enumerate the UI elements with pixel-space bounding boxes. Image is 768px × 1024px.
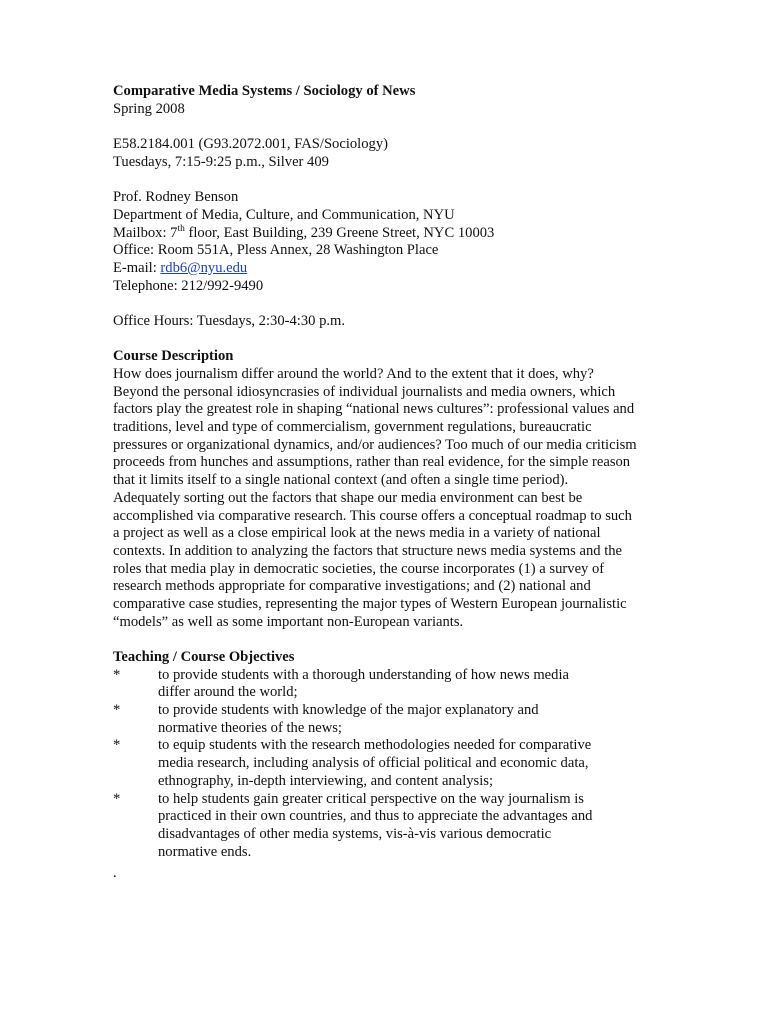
spacer (113, 118, 658, 136)
objective-line: to provide students with a thorough understanding of how news media (158, 666, 569, 683)
mailbox-suffix: floor, East Building, 239 Greene Street, NYC 10003 (184, 224, 495, 241)
spacer (113, 331, 658, 349)
description-line: contexts. In addition to analyzing the factors that structure news media systems and the (113, 542, 623, 559)
objective-item (113, 702, 658, 737)
objective-line: disadvantages of other media systems, vis-à-vis various democratic (158, 825, 552, 842)
email-line (113, 260, 658, 278)
mailbox (113, 225, 658, 243)
description-line: a project as well as a close empirical look at the news media in a variety of national (113, 525, 601, 542)
objective-line: differ around the world; (158, 684, 298, 701)
objective-item (113, 667, 658, 702)
objective-line: to provide students with knowledge of the major explanatory and (158, 702, 539, 719)
objective-line: to help students gain greater critical perspective on the way journalism is (158, 790, 584, 807)
syllabus-page (113, 83, 658, 883)
bullet-marker: * (113, 666, 121, 683)
description-line: accomplished via comparative research. This course offers a conceptual roadmap to such (113, 507, 632, 524)
course-title: Comparative Media Systems / Sociology of News (113, 83, 416, 99)
mailbox-superscript: th (177, 223, 185, 234)
professor-name: Prof. Rodney Benson (113, 189, 239, 206)
description-line: traditions, level and type of commercialism, government regulations, bureaucratic (113, 419, 592, 436)
objective-line: normative theories of the news; (158, 719, 342, 736)
objective-line: practiced in their own countries, and thus to appreciate the advantages and (158, 808, 593, 825)
description-line: research methods appropriate for comparative investigations; and (2) national and (113, 578, 591, 595)
description-line: roles that media play in democratic societies, the course incorporates (1) a survey of (113, 560, 605, 577)
description-line: comparative case studies, representing the major types of Western European journalistic (113, 595, 627, 612)
description-line: proceeds from hunches and assumptions, rather than real evidence, for the simple reason (113, 454, 631, 471)
description-line: How does journalism differ around the world? And to the extent that it does, why? (113, 366, 594, 382)
spacer (113, 631, 658, 649)
description-line: that it limits itself to a single national context (and often a single time period). (113, 472, 569, 489)
description-line: factors play the greatest role in shaping “national news cultures”: professional values and (113, 401, 635, 418)
objective-line: to equip students with the research methodologies needed for comparative (158, 737, 592, 754)
objective-item (113, 791, 658, 862)
office-location: Office: Room 551A, Pless Annex, 28 Washington Place (113, 242, 439, 259)
description-line: Adequately sorting out the factors that shape our media environment can best be (113, 489, 583, 506)
spacer (113, 295, 658, 313)
course-term: Spring 2008 (113, 100, 185, 117)
bullet-marker: * (113, 737, 121, 754)
department: Department of Media, Culture, and Communication, NYU (113, 206, 455, 223)
spacer (113, 171, 658, 189)
mailbox-prefix: Mailbox: 7 (113, 224, 178, 241)
objectives-list (113, 667, 658, 862)
objective-line: media research, including analysis of official political and economic data, (158, 755, 589, 772)
email-link[interactable]: rdb6@nyu.edu (160, 259, 248, 276)
description-line: pressures or organizational dynamics, and/or audiences? Too much of our media criticism (113, 436, 637, 453)
email-label: E-mail: (113, 259, 161, 276)
course-description-heading: Course Description (113, 348, 234, 365)
objective-item (113, 737, 658, 790)
objective-line: normative ends. (158, 843, 252, 860)
bullet-marker: * (113, 702, 121, 719)
office-hours: Office Hours: Tuesdays, 2:30-4:30 p.m. (113, 312, 346, 329)
trailing-mark: . (113, 865, 117, 882)
objectives-heading: Teaching / Course Objectives (113, 649, 295, 665)
course-description-body (113, 366, 658, 631)
objective-line: ethnography, in-depth interviewing, and content analysis; (158, 772, 494, 789)
bullet-marker: * (113, 790, 121, 807)
description-line: “models” as well as some important non-European variants. (113, 613, 464, 630)
description-line: Beyond the personal idiosyncrasies of individual journalists and media owners, which (113, 383, 616, 400)
telephone: Telephone: 212/992-9490 (113, 277, 264, 294)
course-schedule: Tuesdays, 7:15-9:25 p.m., Silver 409 (113, 153, 329, 170)
course-code: E58.2184.001 (G93.2072.001, FAS/Sociology) (113, 136, 388, 153)
